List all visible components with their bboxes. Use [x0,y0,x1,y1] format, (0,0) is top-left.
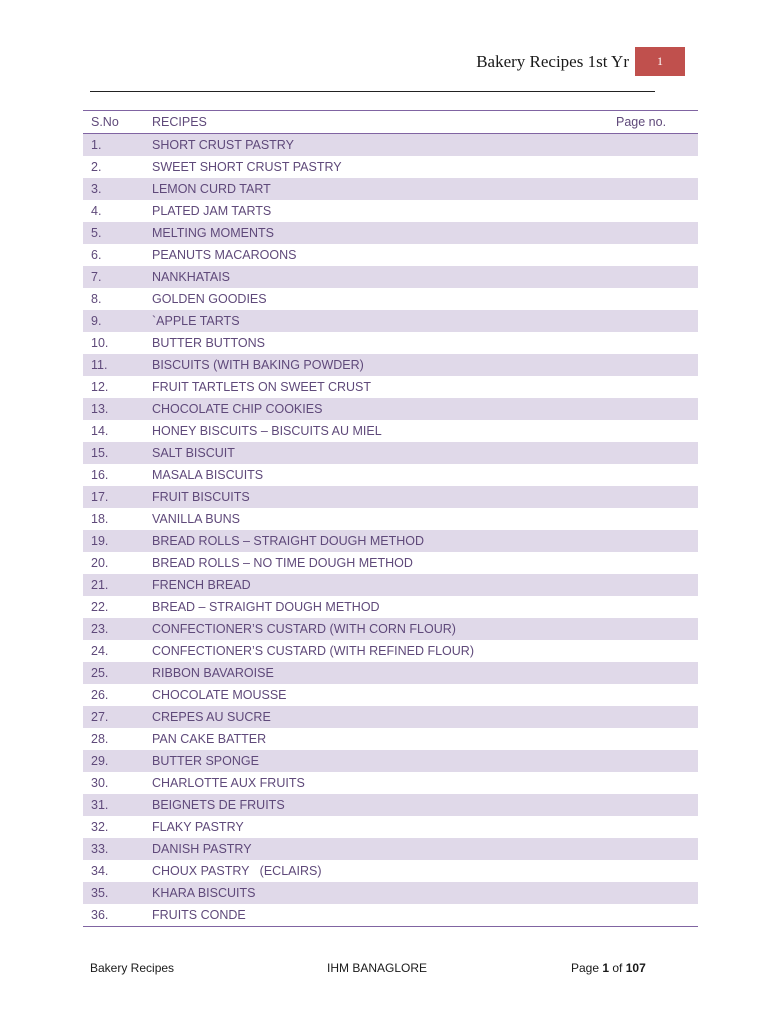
table-row [83,728,698,750]
table-row [83,794,698,816]
row-page [616,860,698,882]
table-row [83,750,698,772]
footer-page-prefix: Page [571,961,603,975]
row-sno: 1. [91,138,102,152]
row-page [616,574,698,596]
row-page [616,288,698,310]
table-row [83,442,698,464]
row-sno: 3. [91,182,102,196]
row-sno: 5. [91,226,102,240]
row-page [616,486,698,508]
row-sno: 31. [91,798,109,812]
row-sno: 15. [91,446,109,460]
row-page [616,354,698,376]
table-row [83,618,698,640]
column-header-page: Page no. [616,111,698,134]
row-page [616,750,698,772]
row-recipe: HONEY BISCUITS – BISCUITS AU MIEL [152,424,382,438]
row-page [616,552,698,574]
table-row [83,772,698,794]
row-page [616,662,698,684]
row-page [616,222,698,244]
row-recipe: PEANUTS MACAROONS [152,248,297,262]
row-recipe: KHARA BISCUITS [152,886,256,900]
table-header-row [83,111,698,134]
row-sno: 9. [91,314,102,328]
row-sno: 23. [91,622,109,636]
row-sno: 22. [91,600,109,614]
footer-left: Bakery Recipes [90,961,175,975]
table-row [83,486,698,508]
footer-page-current: 1 [602,961,610,975]
table-row [83,838,698,860]
header-title: Bakery Recipes 1st Yr [476,52,629,71]
row-page [616,838,698,860]
row-page [616,706,698,728]
row-sno: 18. [91,512,109,526]
row-recipe: FLAKY PASTRY [152,820,244,834]
row-page [616,376,698,398]
table-row [83,816,698,838]
row-sno: 12. [91,380,109,394]
row-page [616,728,698,750]
row-recipe: SHORT CRUST PASTRY [152,138,294,152]
row-sno: 24. [91,644,109,658]
row-sno: 17. [91,490,109,504]
table-row [83,266,698,288]
row-page [616,618,698,640]
row-page [616,200,698,222]
row-sno: 20. [91,556,109,570]
table-row [83,156,698,178]
column-header-recipes: RECIPES [152,111,616,134]
row-sno: 14. [91,424,109,438]
recipes-table [83,110,698,927]
row-page [616,904,698,927]
row-recipe: CONFECTIONER’S CUSTARD (WITH CORN FLOUR) [152,622,456,636]
row-page [616,794,698,816]
table-row [83,376,698,398]
row-recipe: DANISH PASTRY [152,842,252,856]
row-sno: 28. [91,732,109,746]
table-row [83,464,698,486]
row-recipe: BUTTER BUTTONS [152,336,265,350]
row-recipe: RIBBON BAVAROISE [152,666,274,680]
row-page [616,332,698,354]
row-sno: 10. [91,336,109,350]
table-row [83,244,698,266]
table-row [83,882,698,904]
row-page [616,684,698,706]
row-sno: 29. [91,754,109,768]
row-sno: 35. [91,886,109,900]
table-row [83,508,698,530]
row-page [616,244,698,266]
row-recipe: FRUIT BISCUITS [152,490,250,504]
table-body [83,134,698,927]
table-row [83,530,698,552]
row-recipe: `APPLE TARTS [152,314,240,328]
table-row [83,662,698,684]
row-recipe: CONFECTIONER’S CUSTARD (WITH REFINED FLOUR) [152,644,474,658]
row-page [616,266,698,288]
row-page [616,156,698,178]
table-row [83,552,698,574]
table-row [83,706,698,728]
header-divider [90,91,655,92]
row-page [616,420,698,442]
table-row [83,134,698,157]
footer-page-counter [571,961,646,975]
row-sno: 6. [91,248,102,262]
row-recipe: MASALA BISCUITS [152,468,264,482]
table-row [83,420,698,442]
footer-page-of: of [609,961,626,975]
table-row [83,288,698,310]
row-sno: 8. [91,292,102,306]
row-sno: 21. [91,578,109,592]
column-header-sno: S.No [83,111,152,134]
row-recipe: LEMON CURD TART [152,182,271,196]
page-number-badge: 1 [635,47,685,76]
table-row [83,684,698,706]
row-page [616,134,698,157]
row-recipe: CHOCOLATE MOUSSE [152,688,287,702]
table-row [83,574,698,596]
row-sno: 33. [91,842,109,856]
row-sno: 16. [91,468,109,482]
row-recipe: CREPES AU SUCRE [152,710,271,724]
row-sno: 30. [91,776,109,790]
row-page [616,816,698,838]
row-sno: 32. [91,820,109,834]
row-recipe: FRUIT TARTLETS ON SWEET CRUST [152,380,372,394]
row-page [616,772,698,794]
row-sno: 27. [91,710,109,724]
table-row [83,398,698,420]
row-recipe: GOLDEN GOODIES [152,292,267,306]
row-recipe: BREAD ROLLS – STRAIGHT DOUGH METHOD [152,534,425,548]
table-row [83,596,698,618]
row-recipe: CHARLOTTE AUX FRUITS [152,776,305,790]
row-recipe: BREAD – STRAIGHT DOUGH METHOD [152,600,380,614]
row-recipe: BUTTER SPONGE [152,754,259,768]
row-sno: 11. [91,358,108,372]
row-recipe: FRENCH BREAD [152,578,251,592]
row-sno: 25. [91,666,109,680]
row-sno: 13. [91,402,109,416]
row-page [616,178,698,200]
row-sno: 4. [91,204,102,218]
row-sno: 7. [91,270,102,284]
table-row [83,640,698,662]
row-page [616,398,698,420]
row-sno: 26. [91,688,109,702]
row-recipe: MELTING MOMENTS [152,226,274,240]
row-recipe: PLATED JAM TARTS [152,204,272,218]
row-page [616,530,698,552]
row-recipe: BREAD ROLLS – NO TIME DOUGH METHOD [152,556,413,570]
row-page [616,640,698,662]
row-recipe: NANKHATAIS [152,270,231,284]
row-page [616,464,698,486]
row-recipe: CHOCOLATE CHIP COOKIES [152,402,323,416]
table-row [83,200,698,222]
table-row [83,332,698,354]
row-recipe: SALT BISCUIT [152,446,235,460]
row-page [616,882,698,904]
table-row [83,222,698,244]
row-page [616,508,698,530]
row-recipe: SWEET SHORT CRUST PASTRY [152,160,342,174]
row-recipe: FRUITS CONDE [152,904,616,927]
row-recipe: PAN CAKE BATTER [152,732,267,746]
row-recipe: BISCUITS (WITH BAKING POWDER) [152,358,364,372]
table-row [83,904,698,927]
row-recipe: CHOUX PASTRY (ECLAIRS) [152,864,322,878]
table-row [83,178,698,200]
row-sno: 36. [83,904,152,927]
row-page [616,596,698,618]
row-recipe: VANILLA BUNS [152,512,241,526]
row-sno: 34. [91,864,109,878]
row-sno: 2. [91,160,102,174]
row-page [616,442,698,464]
row-page [616,310,698,332]
table-row [83,354,698,376]
table-row [83,860,698,882]
footer-center: IHM BANAGLORE [327,961,428,975]
row-recipe: BEIGNETS DE FRUITS [152,798,285,812]
table-row [83,310,698,332]
footer-page-total: 107 [625,961,646,975]
row-sno: 19. [91,534,109,548]
